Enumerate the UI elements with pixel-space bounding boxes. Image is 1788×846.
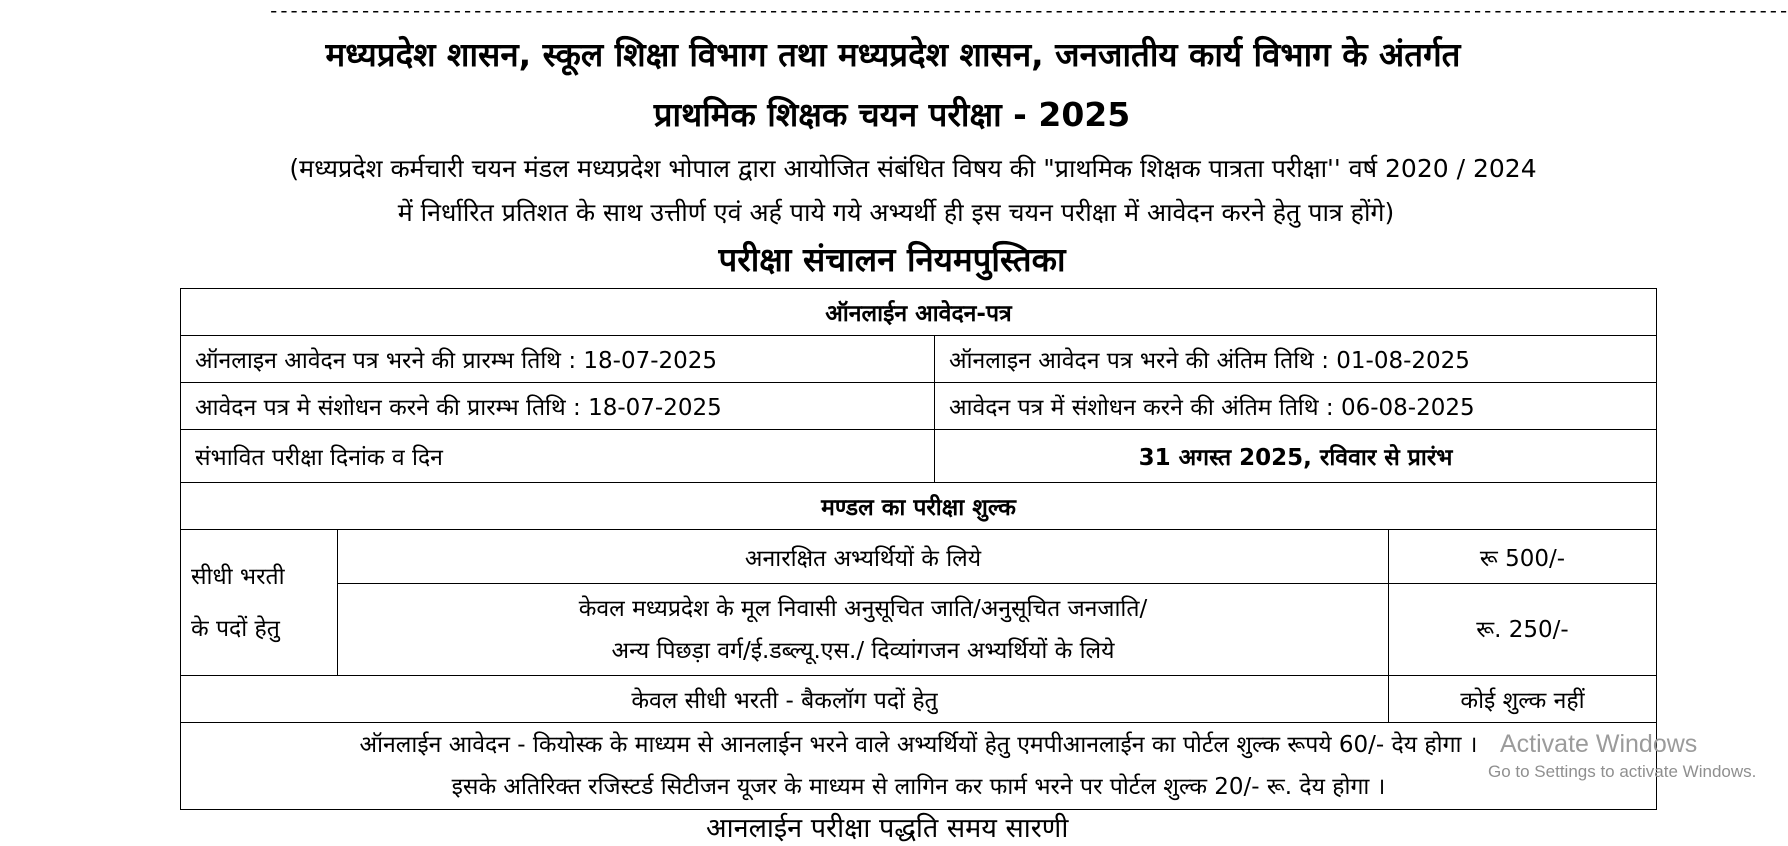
portal-fee-note-line1: ऑनलाईन आवेदन - कियोस्क के माध्यम से आनलाईन भरने वाले अभ्यर्थियों हेतु एमपीआनलाईन का पोर्टल शुल्क रूपये 60/- देय होगा । — [359, 732, 1478, 758]
eligibility-note-line2: में निर्धारित प्रतिशत के साथ उत्तीर्ण एवं अर्ह पाये गये अभ्यर्थी ही इस चयन परीक्षा में आवेदन करने हेतु पात्र होंगे) — [397, 198, 1395, 227]
section-title: परीक्षा संचालन नियमपुस्तिका — [718, 240, 1066, 279]
cut-off-heading — [0, 812, 1762, 844]
table-row — [181, 430, 1657, 483]
table-row — [181, 584, 1657, 676]
correction-start-date: आवेदन पत्र मे संशोधन करने की प्रारम्भ तिथि : 18-07-2025 — [181, 383, 935, 430]
application-start-date: ऑनलाइन आवेदन पत्र भरने की प्रारम्भ तिथि : 18-07-2025 — [181, 336, 935, 383]
heading-department: मध्यप्रदेश शासन, स्कूल शिक्षा विभाग तथा मध्यप्रदेश शासन, जनजातीय कार्य विभाग के अंतर्गत — [325, 35, 1461, 74]
activate-windows-hint: Go to Settings to activate Windows. — [1488, 762, 1757, 781]
exam-date-label: संभावित परीक्षा दिनांक व दिन — [181, 430, 935, 483]
fee-reserved-value: रू. 250/- — [1389, 584, 1657, 676]
fee-reserved-line1: केवल मध्यप्रदेश के मूल निवासी अनुसूचित जाति/अनुसूचित जनजाति/ — [578, 595, 1148, 622]
separator-line: ----------------------------------------------------------------------------------------------------------------------------------------------------- — [268, 1, 1788, 23]
table-row — [181, 723, 1657, 810]
table-row — [181, 289, 1657, 336]
backlog-label: केवल सीधी भरती - बैकलॉग पदों हेतु — [181, 676, 1389, 723]
fee-header: मण्डल का परीक्षा शुल्क — [181, 483, 1657, 530]
fee-unreserved-value: रू 500/- — [1389, 530, 1657, 584]
online-application-header: ऑनलाईन आवेदन-पत्र — [181, 289, 1657, 336]
application-end-date: ऑनलाइन आवेदन पत्र भरने की अंतिम तिथि : 01-08-2025 — [935, 336, 1657, 383]
exam-date-value: 31 अगस्त 2025, रविवार से प्रारंभ — [935, 430, 1657, 483]
activate-windows-watermark: Activate Windows — [1500, 730, 1698, 758]
direct-recruitment-line1: सीधी भरती — [191, 563, 285, 590]
table-row — [181, 483, 1657, 530]
correction-end-date: आवेदन पत्र में संशोधन करने की अंतिम तिथि : 06-08-2025 — [935, 383, 1657, 430]
table-row — [181, 676, 1657, 723]
portal-fee-note-line2: इसके अतिरिक्त रजिस्टर्ड सिटीजन यूजर के माध्यम से लागिन कर फार्म भरने पर पोर्टल शुल्क 20/- रू. देय होगा । — [451, 774, 1386, 800]
table-row — [181, 336, 1657, 383]
cut-off-heading-text: आनलाईन परीक्षा पद्धति समय सारणी — [706, 813, 1069, 844]
portal-fee-note — [181, 723, 1657, 810]
eligibility-note-line1: (मध्यप्रदेश कर्मचारी चयन मंडल मध्यप्रदेश भोपाल द्वारा आयोजित संबंधित विषय की "प्राथमिक शिक्षक पात्रता परीक्षा'' वर्ष 2020 / 2024 — [289, 154, 1537, 183]
direct-recruitment-label — [181, 530, 338, 676]
schedule-fee-table — [180, 288, 1657, 810]
direct-recruitment-line2: के पदों हेतु — [191, 615, 280, 642]
fee-reserved-label — [338, 584, 1389, 676]
table-row — [181, 530, 1657, 584]
fee-reserved-line2: अन्य पिछड़ा वर्ग/ई.डब्ल्यू.एस./ दिव्यांगजन अभ्यर्थियों के लिये — [611, 637, 1115, 664]
table-row — [181, 383, 1657, 430]
fee-unreserved-label: अनारक्षित अभ्यर्थियों के लिये — [338, 530, 1389, 584]
heading-exam-title: प्राथमिक शिक्षक चयन परीक्षा - 2025 — [653, 95, 1131, 134]
backlog-value: कोई शुल्क नहीं — [1389, 676, 1657, 723]
